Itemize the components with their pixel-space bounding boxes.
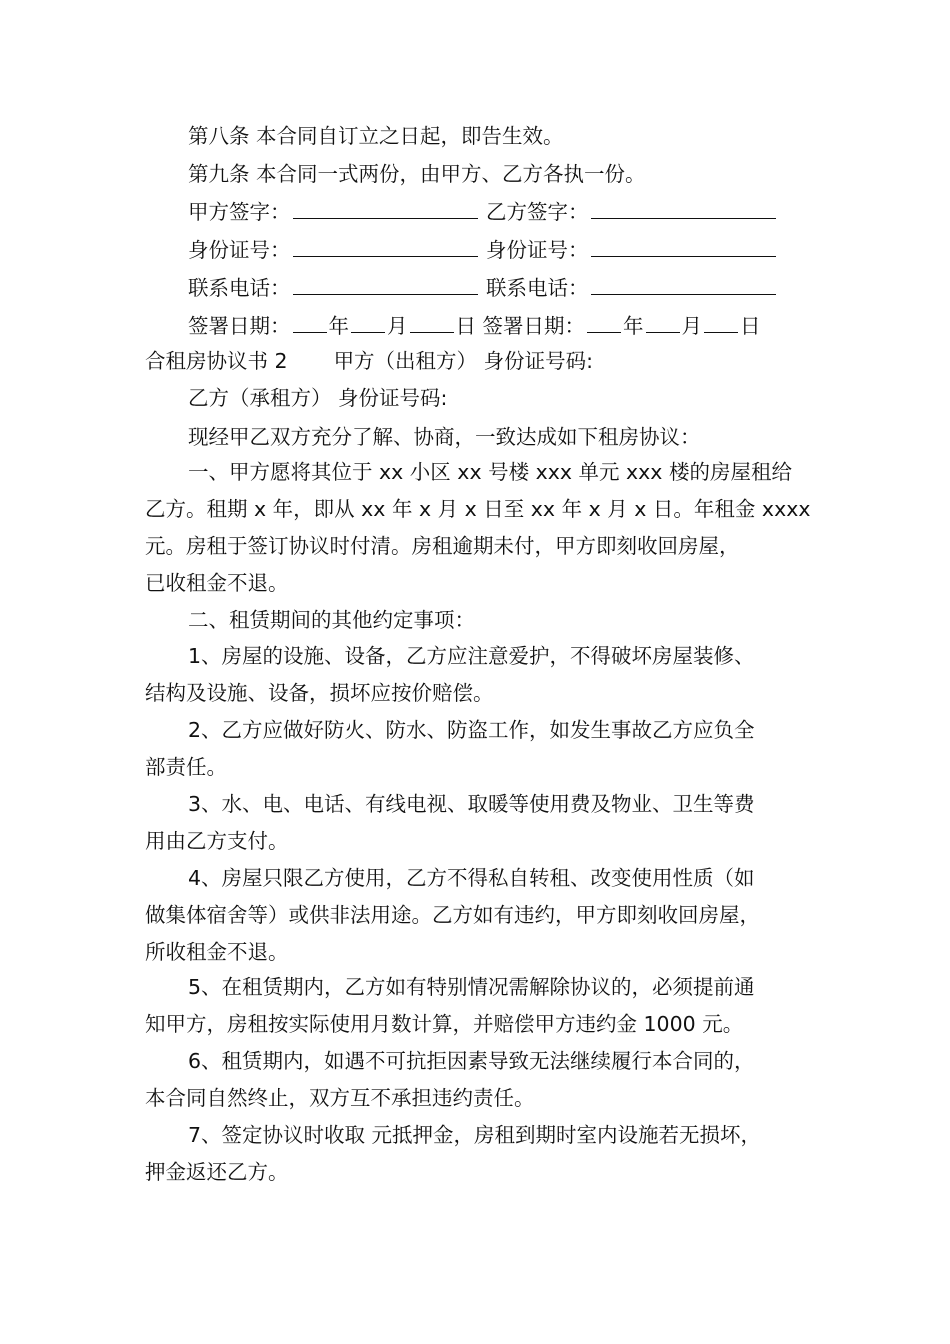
day-label: 日 [740, 314, 761, 338]
paragraph-line: 2、乙方应做好防火、防水、防盗工作，如发生事故乙方应负全 [188, 718, 755, 742]
paragraph-line: 本合同自然终止，双方互不承担违约责任。 [145, 1086, 535, 1110]
paragraph-line: 7、签定协议时收取 元抵押金，房租到期时室内设施若无损坏， [188, 1123, 762, 1147]
party-a-signature-label: 甲方签字： [188, 200, 291, 224]
day-label: 日 [455, 314, 476, 338]
party-b-date-label: 签署日期： [482, 314, 586, 338]
party-a-phone-label: 联系电话： [188, 276, 291, 300]
month-label: 月 [387, 314, 408, 338]
paragraph-line: 元。房租于签订协议时付清。房租逾期未付，甲方即刻收回房屋， [145, 534, 740, 558]
paragraph-line: 结构及设施、设备，损坏应按价赔偿。 [145, 681, 494, 705]
paragraph-line: 3、水、电、电话、有线电视、取暖等使用费及物业、卫生等费 [188, 792, 755, 816]
party-a-signature-blank [293, 198, 478, 219]
party-b-phone-blank [591, 274, 776, 295]
paragraph-line: 一、甲方愿将其位于 xx 小区 xx 号楼 xxx 单元 xxx 楼的房屋租给 [188, 460, 792, 484]
day-blank [704, 312, 738, 333]
day-blank [410, 312, 454, 333]
paragraph-line: 知甲方，房租按实际使用月数计算，并赔偿甲方违约金 1000 元。 [145, 1012, 744, 1036]
id-number-row [188, 236, 858, 264]
agreement-title: 合租房协议书 2 [145, 349, 288, 373]
party-a-line: 甲方（出租方） 身份证号码: [333, 349, 593, 373]
party-b-phone-label: 联系电话： [486, 276, 589, 300]
month-blank [351, 312, 385, 333]
date-row [188, 312, 858, 340]
agreement-title-row [145, 347, 815, 375]
phone-row [188, 274, 858, 302]
year-label: 年 [623, 314, 644, 338]
year-blank [587, 312, 621, 333]
signature-row [188, 198, 858, 226]
party-a-id-blank [293, 236, 478, 257]
paragraph-line: 所收租金不退。 [145, 940, 289, 964]
party-a-date-label: 签署日期： [188, 314, 291, 338]
paragraph-line: 6、租赁期内，如遇不可抗拒因素导致无法继续履行本合同的， [188, 1049, 755, 1073]
clause-8: 第八条 本合同自订立之日起，即告生效。 [188, 124, 564, 148]
year-label: 年 [328, 314, 349, 338]
month-blank [646, 312, 680, 333]
paragraph-line: 4、房屋只限乙方使用，乙方不得私自转租、改变使用性质（如 [188, 866, 755, 890]
party-b-signature-blank [591, 198, 776, 219]
paragraph-line: 押金返还乙方。 [145, 1160, 289, 1184]
paragraph-line: 部责任。 [145, 755, 227, 779]
paragraph-line: 用由乙方支付。 [145, 829, 289, 853]
paragraph-line: 做集体宿舍等）或供非法用途。乙方如有违约，甲方即刻收回房屋， [145, 903, 760, 927]
party-b-line: 乙方（承租方） 身份证号码: [188, 386, 448, 410]
paragraph-line: 乙方。租期 x 年，即从 xx 年 x 月 x 日至 xx 年 x 月 x 日。年租金 xxxx [145, 497, 811, 521]
party-b-id-blank [591, 236, 776, 257]
clause-9: 第九条 本合同一式两份，由甲方、乙方各执一份。 [188, 162, 646, 186]
paragraph-line: 1、房屋的设施、设备，乙方应注意爱护，不得破坏房屋装修、 [188, 644, 755, 668]
month-label: 月 [681, 314, 703, 338]
party-a-id-label: 身份证号： [188, 238, 291, 262]
paragraph-line: 二、租赁期间的其他约定事项： [188, 608, 475, 632]
party-b-id-label: 身份证号： [486, 238, 589, 262]
party-b-signature-label: 乙方签字： [486, 200, 589, 224]
paragraph-line: 已收租金不退。 [145, 571, 289, 595]
paragraph-line: 5、在租赁期内，乙方如有特别情况需解除协议的，必须提前通 [188, 975, 755, 999]
party-a-phone-blank [293, 274, 478, 295]
year-blank [293, 312, 327, 333]
paragraph-line: 现经甲乙双方充分了解、协商，一致达成如下租房协议： [188, 425, 701, 449]
